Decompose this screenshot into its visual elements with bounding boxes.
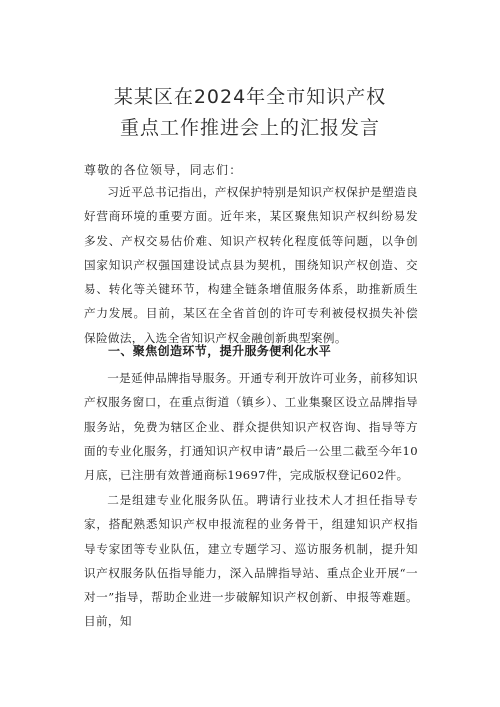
body-paragraph-service-team: 二是组建专业化服务队伍。聘请行业技术人才担任指导专家，搭配熟悉知识产权申报流程的业务骨干，组建知识产权指导专家团等专业队伍，建立专题学习、巡访服务机制，提升知识产权服务队伍指导能力，深入品牌指导站、重点企业开展“一对一”指导，帮助企业进一步破解知识产权创新、申报等难题。目前，知 bbox=[84, 493, 418, 629]
document-title-line-1: 某某区在2024年全市知识产权 bbox=[113, 86, 387, 108]
document-title-line-2: 重点工作推进会上的汇报发言 bbox=[119, 117, 380, 139]
body-paragraph-intro: 习近平总书记指出，产权保护特别是知识产权保护是塑造良好营商环境的重要方面。近年来，某区聚焦知识产权纠纷易发多发、产权交易估价难、知识产权转化程度低等问题，以争创国家知识产权强国建设试点县为契机，围绕知识产权创造、交易、转化等关键环节，构建全链条增值服务体系，助推新质生产力发展。目前，某区在全省首创的许可专利被侵权损失补偿保险做法，入选全省知识产权金融创新典型案例。 bbox=[84, 185, 418, 345]
section-heading: 一、聚焦创造环节，提升服务便利化水平 bbox=[108, 344, 332, 358]
salutation: 尊敬的各位领导，同志们： bbox=[84, 163, 243, 177]
body-paragraph-brand-service: 一是延伸品牌指导服务。开通专利开放许可业务，前移知识产权服务窗口，在重点街道（镇乡）、工业集聚区设立品牌指导服务站，免费为辖区企业、群众提供知识产权咨询、指导等方面的专业化服务，打通知识产权申请”最后一公里二截至今年10月底，已注册有效普通商标19697件，完成版权登记602件。 bbox=[84, 371, 418, 483]
